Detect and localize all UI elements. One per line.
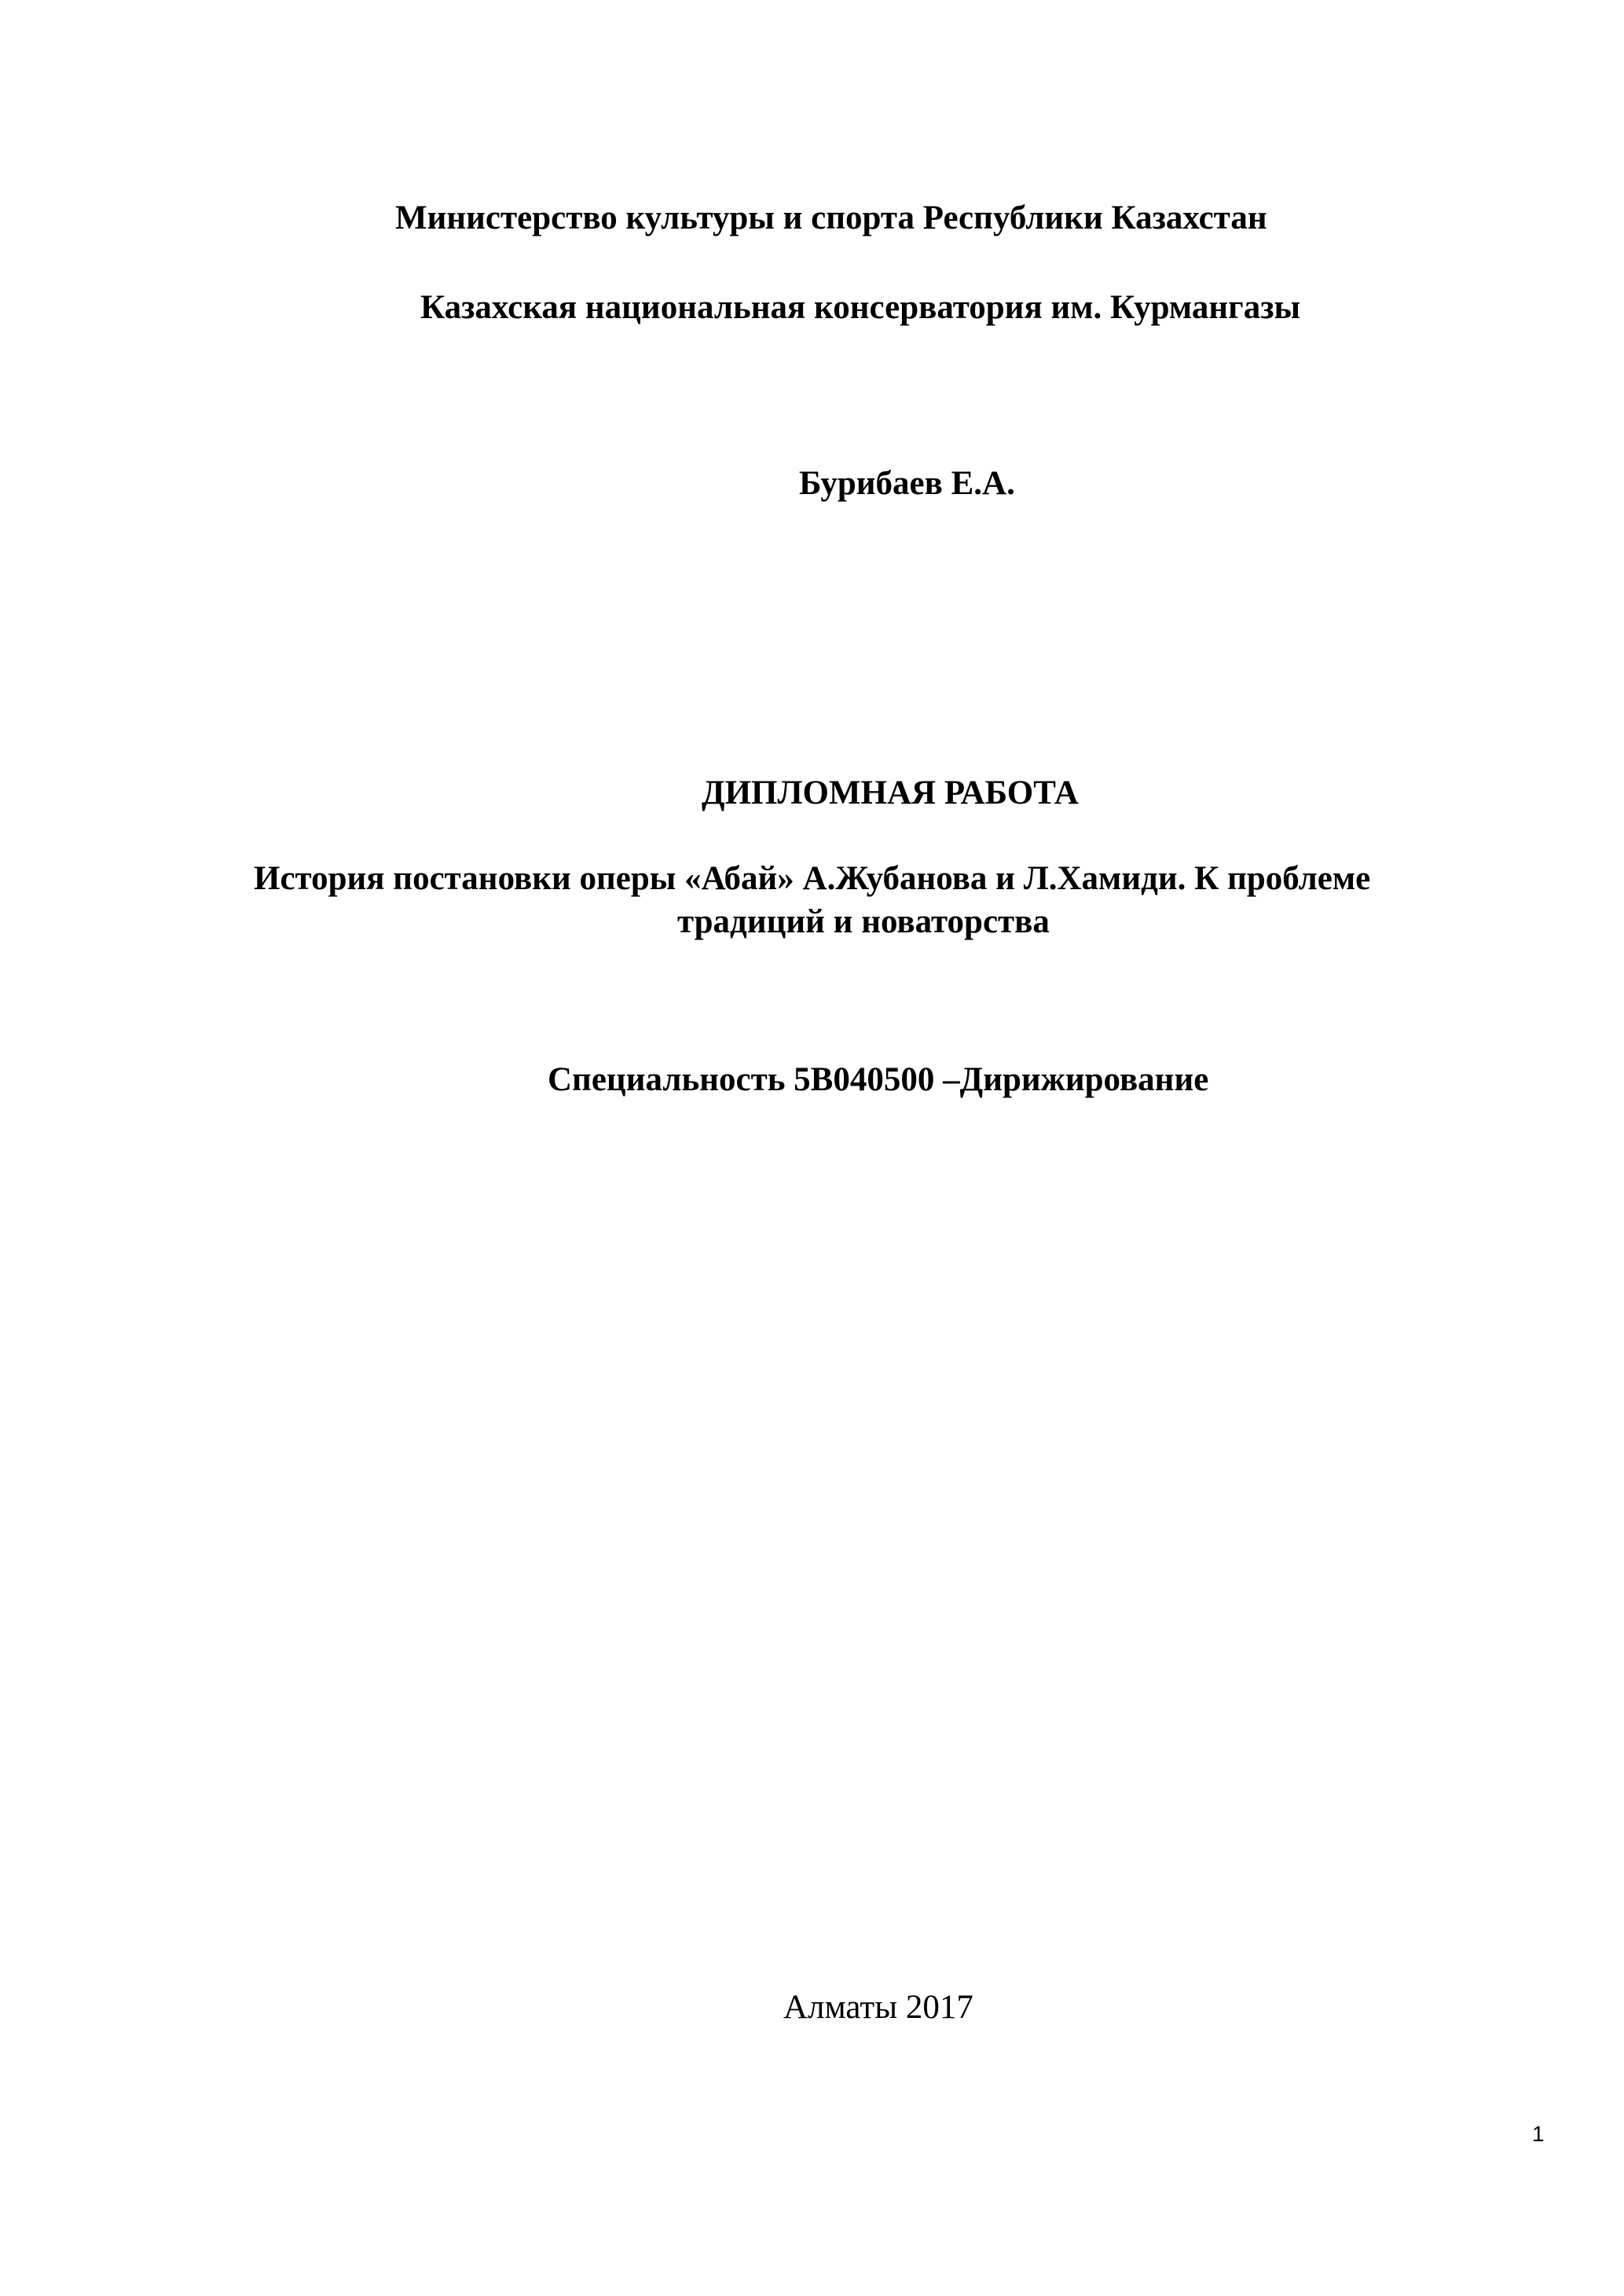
thesis-title-line-2: традиций и новаторства (677, 903, 1050, 940)
document-type: ДИПЛОМНАЯ РАБОТА (702, 774, 1079, 811)
conservatory-heading: Казахская национальная консерватория им. Курмангазы (420, 289, 1301, 326)
city-year: Алматы 2017 (783, 1989, 973, 2026)
ministry-heading: Министерство культуры и спорта Республики Казахстан (395, 200, 1267, 236)
author-name: Бурибаев Е.А. (799, 465, 1015, 502)
page-number: 1 (1532, 2122, 1545, 2146)
thesis-title-line-1: История постановки оперы «Абай» А.Жубанова и Л.Хамиди. К проблеме (254, 860, 1371, 897)
specialty-line: Специальность 5В040500 –Дирижирование (548, 1061, 1209, 1098)
